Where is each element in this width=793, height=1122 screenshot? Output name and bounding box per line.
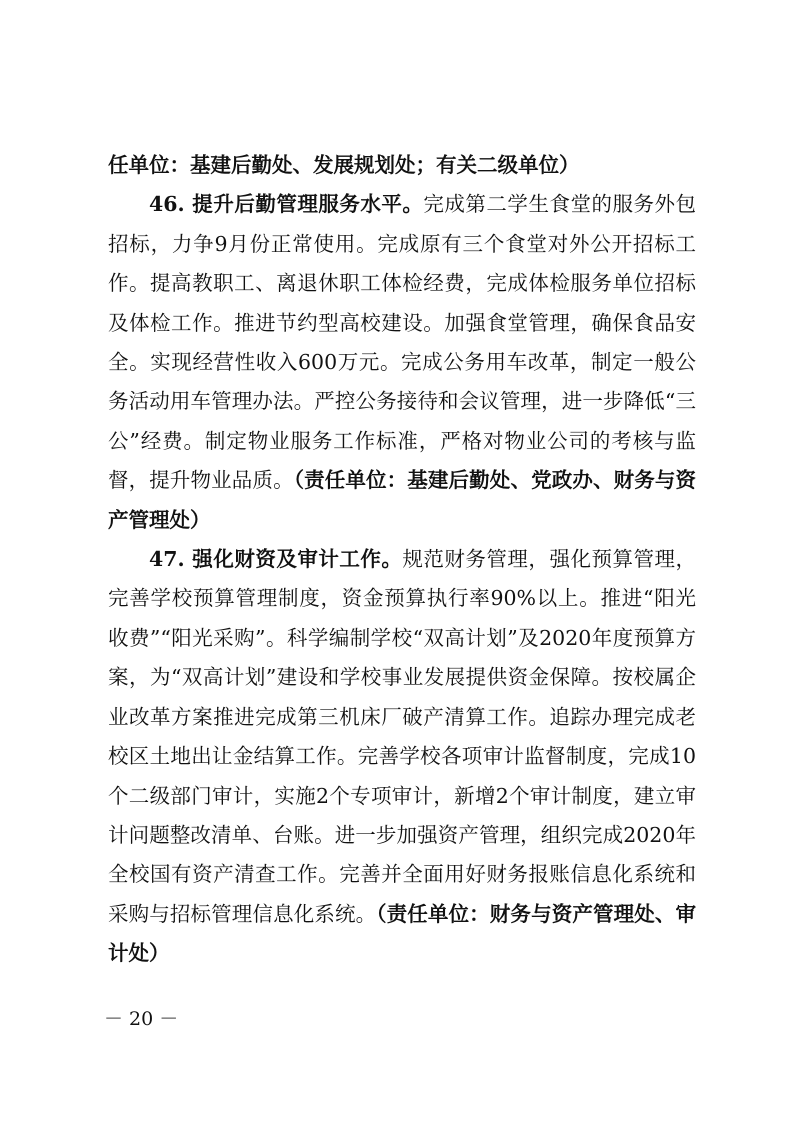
item-46-heading: 46. 提升后勤管理服务水平。 [149, 192, 424, 217]
paragraph-continuation [108, 146, 696, 185]
item-46-responsible-units: （责任单位：基建后勤处、党政办、财务与资产管理处） [108, 468, 697, 532]
document-body [108, 146, 696, 974]
page-number: － 20 － [104, 1008, 179, 1030]
item-47-responsible-units: （责任单位：财务与资产管理处、审计处） [108, 901, 697, 966]
item-47-heading: 47. 强化财资及审计工作。 [149, 547, 403, 572]
responsible-units-continuation: 任单位：基建后勤处、发展规划处；有关二级单位） [108, 153, 580, 177]
item-46-body: 完成第二学生食堂的服务外包招标，力争9月份正常使用。完成原有三个食堂对外公开招标工作。提高教职工、离退休职工体检经费，完成体检服务单位招标及体检工作。推进节约型高校建设。加强食堂管理，确保食品安全。实现经营性收入600万元。完成公务用车改革，制定一般公务活动用车管理办法。严控公务接待和会议管理，进一步降低“三公”经费。制定物业服务工作标准，严格对物业公司的考核与监督，提升物业品质。 [108, 192, 696, 493]
paragraph-item-46 [108, 185, 696, 540]
item-47-body: 规范财务管理，强化预算管理，完善学校预算管理制度，资金预算执行率90%以上。推进“阳光收费”“阳光采购”。科学编制学校“双高计划”及2020年度预算方案，为“双高计划”建设和学校事业发展提供资金保障。按校属企业改革方案推进完成第三机床厂破产清算工作。追踪办理完成老校区土地出让金结算工作。完善学校各项审计监督制度，完成10个二级部门审计，实施2个专项审计，新增2个审计制度，建立审计问题整改清单、台账。进一步加强资产管理，组织完成2020年全校国有资产清查工作。完善并全面用好财务报账信息化系统和采购与招标管理信息化系统。 [108, 547, 696, 926]
paragraph-item-47 [108, 540, 696, 973]
